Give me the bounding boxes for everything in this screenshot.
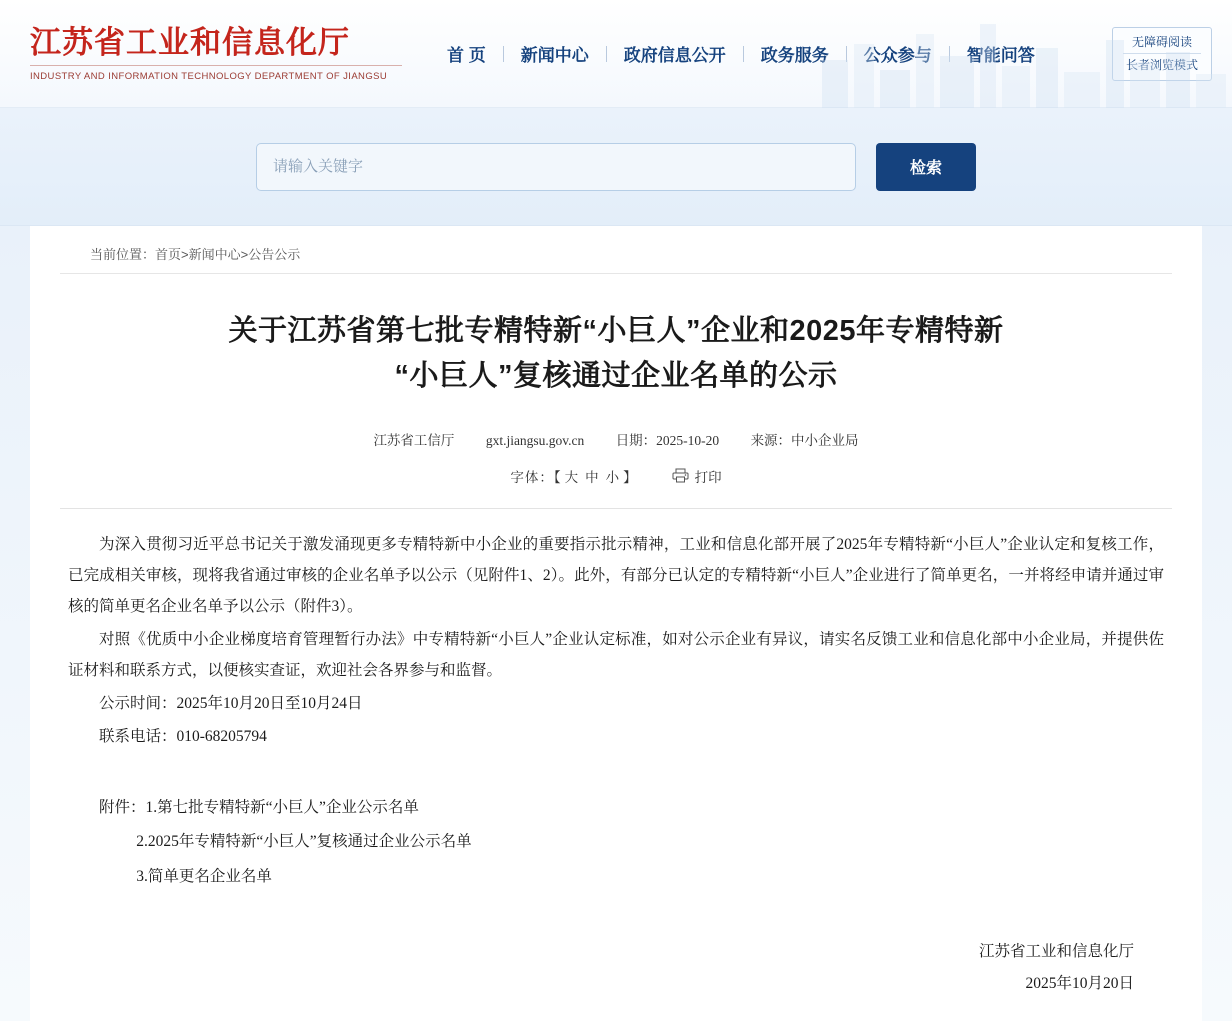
print-label: 打印 — [694, 469, 722, 485]
nav-item-smart-qa[interactable]: 智能问答 — [966, 46, 1035, 65]
signature-organization: 江苏省工业和信息化厅 — [978, 942, 1134, 960]
right-gutter — [1202, 226, 1232, 1021]
site-header — [0, 0, 1232, 108]
attachment-list — [68, 792, 1164, 894]
nav-item-news-center[interactable]: 新闻中心 — [520, 46, 589, 65]
left-gutter — [0, 226, 30, 1021]
breadcrumb-path[interactable]: 首页>新闻中心>公告公示 — [155, 247, 301, 262]
breadcrumb-prefix: 当前位置： — [90, 247, 156, 262]
search-input[interactable] — [256, 143, 856, 191]
nav-item-home[interactable]: 首 页 — [447, 46, 486, 65]
meta-department: 江苏省工信厅 — [373, 432, 455, 448]
article-paragraph: 为深入贯彻习近平总书记关于激发涌现更多专精特新中小企业的重要指示批示精神，工业和信息化部开展了2025年专精特新“小巨人”企业认定和复核工作，已完成相关审核，现将我省通过审核的企业名单予以公示（见附件1、2）。此外，有部分已认定的专精特新“小巨人”企业进行了简单更名，一并将经申请并通过审核的简单更名企业名单予以公示（附件3）。 — [68, 535, 1164, 615]
article-body — [60, 509, 1172, 1001]
page-body — [0, 226, 1232, 1021]
logo-title-cn: 江苏省工业和信息化厅 — [30, 25, 350, 61]
printer-icon — [672, 468, 689, 483]
signature-date: 2025年10月20日 — [1025, 975, 1134, 993]
page-title-line1: 关于江苏省第七批专精特新“小巨人”企业和2025年专精特新 — [228, 315, 1004, 347]
page-title-line2: “小巨人”复核通过企业名单的公示 — [394, 359, 838, 392]
logo-divider — [30, 65, 402, 66]
meta-domain: gxt.jiangsu.gov.cn — [485, 432, 585, 448]
site-logo[interactable] — [0, 25, 400, 82]
nav-item-government-info[interactable]: 政府信息公开 — [623, 46, 726, 65]
print-button[interactable] — [672, 466, 722, 486]
notice-period: 公示时间：2025年10月20日至10月24日 — [99, 694, 363, 712]
signature-block — [68, 936, 1164, 1001]
article-tools — [60, 466, 1172, 486]
nav-item-public-participation[interactable]: 公众参与 — [863, 46, 932, 65]
font-size-label: 字体：【 — [510, 469, 562, 485]
accessibility-panel — [1112, 27, 1212, 81]
page-title — [60, 274, 1172, 407]
accessibility-reading-button[interactable]: 无障碍阅读 — [1131, 34, 1192, 49]
attachment-item[interactable]: 3.简单更名企业名单 — [136, 867, 272, 885]
article-meta — [60, 429, 1172, 449]
nav-item-government-services[interactable]: 政务服务 — [760, 46, 829, 65]
meta-date: 日期：2025-10-20 — [615, 432, 720, 448]
font-size-control — [510, 466, 637, 486]
content-card — [30, 226, 1202, 1021]
font-size-medium-button[interactable]: 中 — [585, 469, 600, 485]
breadcrumb — [60, 226, 1172, 274]
attachment-item[interactable]: 附件：1.第七批专精特新“小巨人”企业公示名单 — [99, 798, 419, 816]
contact-phone: 联系电话：010-68205794 — [99, 727, 267, 745]
elder-browse-mode-button[interactable]: 长者浏览模式 — [1125, 57, 1198, 72]
font-size-large-button[interactable]: 大 — [564, 469, 580, 485]
search-button[interactable]: 检索 — [876, 143, 976, 191]
main-navigation — [430, 41, 1112, 66]
logo-title-en: INDUSTRY AND INFORMATION TECHNOLOGY DEPARTMENT OF JIANGSU — [30, 70, 388, 82]
accessibility-divider — [1123, 53, 1201, 54]
attachment-item[interactable]: 2.2025年专精特新“小巨人”复核通过企业公示名单 — [136, 833, 472, 851]
meta-source: 来源：中小企业局 — [750, 432, 859, 448]
font-size-label-end: 】 — [623, 469, 638, 485]
article-paragraph: 对照《优质中小企业梯度培育管理暂行办法》中专精特新“小巨人”企业认定标准，如对公示企业有异议，请实名反馈工业和信息化部中小企业局，并提供佐证材料和联系方式，以便核实查证，欢迎社会各界参与和监督。 — [68, 630, 1164, 679]
font-size-small-button[interactable]: 小 — [605, 469, 621, 485]
search-bar — [0, 108, 1232, 226]
